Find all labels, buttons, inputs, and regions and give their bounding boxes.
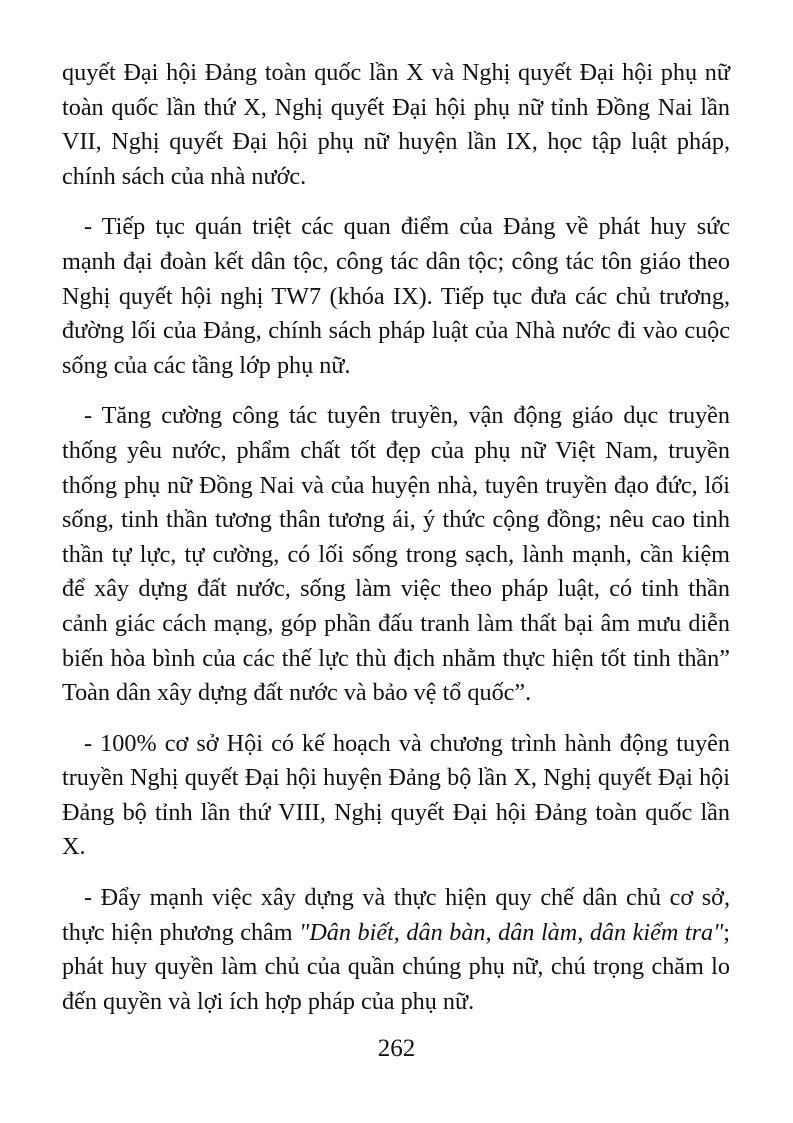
democracy-text-after: ; phát huy quyền làm chủ của quần chúng phụ nữ, chú trọng chăm lo đến quyền và lợi ích hợp pháp của phụ nữ. — [62, 918, 730, 1015]
democracy-text-before: - Đẩy mạnh việc xây dựng và thực hiện quy chế dân chủ cơ sở, thực hiện phương châm — [62, 884, 730, 946]
paragraph-propaganda: - Tăng cường công tác tuyên truyền, vận động giáo dục truyền thống yêu nước, phẩm chất tốt đẹp của phụ nữ Việt Nam, truyền thống phụ nữ Đồng Nai và của huyện nhà, tuyên truyền đạo đức, lối sống, tinh thần tương thân tương ái, ý thức cộng đồng; nêu cao tinh thần tự lực, tự cường, có lối sống trong sạch, lành mạnh, cần kiệm để xây dựng đất nước, sống làm việc theo pháp luật, có tinh thần cảnh giác cách mạng, góp phần đấu tranh làm thất bại âm mưu diễn biến hòa bình của các thế lực thù địch nhằm thực hiện tốt tinh thần” Toàn dân xây dựng đất nước và bảo vệ tổ quốc”. — [62, 402, 730, 707]
democracy-motto: "Dân biết, dân bàn, dân làm, dân kiểm tra" — [299, 918, 724, 946]
paragraph-democracy — [62, 881, 730, 1019]
document-page — [62, 56, 730, 1019]
paragraph-continuation: quyết Đại hội Đảng toàn quốc lần X và Nghị quyết Đại hội phụ nữ toàn quốc lần thứ X, Nghị quyết Đại hội phụ nữ tỉnh Đồng Nai lần VII, Nghị quyết Đại hội phụ nữ huyện lần IX, học tập luật pháp, chính sách của nhà nước. — [62, 59, 730, 190]
page-number: 262 — [377, 1035, 416, 1062]
paragraph-action-plan: - 100% cơ sở Hội có kế hoạch và chương trình hành động tuyên truyền Nghị quyết Đại hội huyện Đảng bộ lần X, Nghị quyết Đại hội Đảng bộ tỉnh lần thứ VIII, Nghị quyết Đại hội Đảng toàn quốc lần X. — [62, 729, 730, 861]
paragraph-unity-policy: - Tiếp tục quán triệt các quan điểm của Đảng về phát huy sức mạnh đại đoàn kết dân tộc, công tác dân tộc; công tác tôn giáo theo Nghị quyết hội nghị TW7 (khóa IX). Tiếp tục đưa các chủ trương, đường lối của Đảng, chính sách pháp luật của Nhà nước đi vào cuộc sống của các tầng lớp phụ nữ. — [62, 213, 730, 379]
